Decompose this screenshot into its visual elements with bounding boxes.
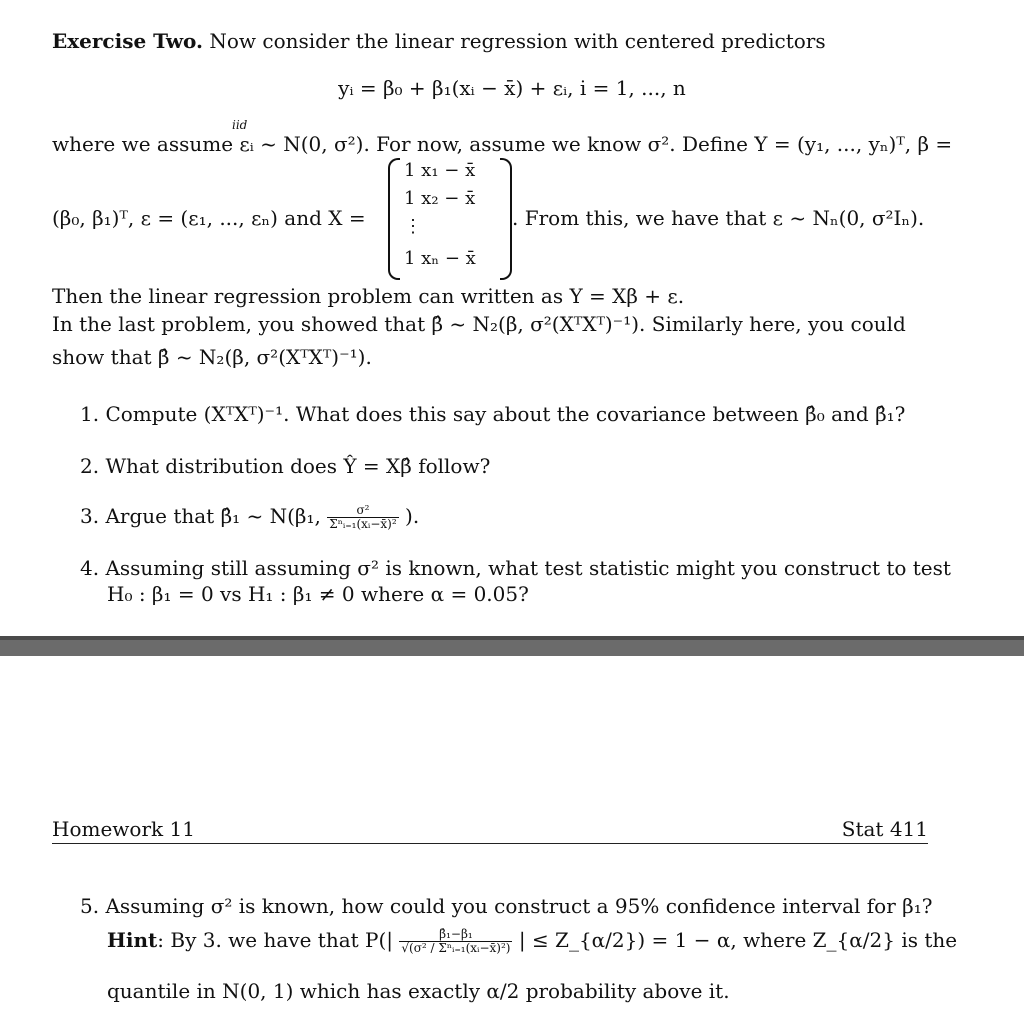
iid-label: iid [232, 118, 248, 132]
item-number: 2. [80, 454, 100, 478]
exercise-intro: Now consider the linear regression with centered predictors [209, 29, 826, 53]
list-item [80, 503, 419, 531]
last-problem-line: In the last problem, you showed that β̂ ~ N₂(β, σ²(XᵀXᵀ)⁻¹). Similarly here, you could [52, 312, 906, 336]
matrix-row-1: 1 x₁ − x̄ [404, 160, 476, 181]
hint-text-a: : By 3. we have that P(| [157, 928, 394, 952]
show-line: show that β̂ ~ N₂(β, σ²(XᵀXᵀ)⁻¹). [52, 345, 372, 369]
item-number: 4. [80, 556, 100, 580]
model-equation: yᵢ = β₀ + β₁(xᵢ − x̄) + εᵢ, i = 1, ..., n [338, 76, 686, 100]
hint-line [107, 927, 957, 955]
item-number: 1. [80, 402, 100, 426]
matrix-right-paren [500, 158, 512, 280]
item-4-line-2: H₀ : β₁ = 0 vs H₁ : β₁ ≠ 0 where α = 0.05? [107, 582, 529, 606]
fraction-numerator: σ² [327, 504, 398, 518]
matrix-row-4: 1 xₙ − x̄ [404, 248, 476, 269]
variance-fraction [327, 504, 398, 531]
design-matrix [388, 158, 512, 276]
matrix-row-2: 1 x₂ − x̄ [404, 188, 476, 209]
item-number: 5. [80, 894, 100, 918]
hint-fraction-denominator: √(σ² / Σⁿᵢ₌₁(xᵢ−x̄)²) [401, 941, 511, 955]
item-text: Compute (XᵀXᵀ)⁻¹. What does this say about the covariance between β̂₀ and β̂₁? [105, 402, 906, 426]
item-5-line-3: quantile in N(0, 1) which has exactly α/2 probability above it. [107, 979, 730, 1003]
exercise-intro-line [52, 28, 826, 54]
page-separator [0, 636, 1024, 656]
item-text: Argue that β̂₁ ~ N(β₁, [105, 504, 321, 528]
running-header [52, 817, 928, 844]
matrix-left-paren [388, 158, 400, 280]
hint-text-b: | ≤ Z_{α/2}) = 1 − α, where Z_{α/2} is the [518, 928, 958, 952]
list-item [80, 893, 932, 919]
item-text: What distribution does Ŷ = Xβ̂ follow? [105, 454, 491, 478]
then-line: Then the linear regression problem can written as Y = Xβ + ε. [52, 284, 685, 308]
assumption-line-2b: . From this, we have that ε ~ Nₙ(0, σ²Iₙ). [512, 206, 925, 230]
list-item [80, 401, 905, 427]
matrix-row-3: ⋮ [404, 216, 422, 237]
item-text-end: ). [405, 504, 420, 528]
hint-fraction-numerator: β̂₁−β₁ [399, 928, 512, 942]
item-text: Assuming still assuming σ² is known, what test statistic might you construct to test [105, 556, 951, 580]
item-number: 3. [80, 504, 100, 528]
exercise-heading: Exercise Two. [52, 29, 204, 53]
list-item [80, 453, 490, 479]
item-text: Assuming σ² is known, how could you construct a 95% confidence interval for β₁? [105, 894, 933, 918]
assumption-text-1: where we assume εᵢ ~ N(0, σ²). For now, assume we know σ². Define Y = (y₁, ..., yₙ)ᵀ, β = [52, 132, 953, 156]
header-right: Stat 411 [841, 817, 928, 841]
assumption-line-2a: (β₀, β₁)ᵀ, ε = (ε₁, ..., εₙ) and X = [52, 206, 366, 230]
assumption-line-1 [52, 131, 952, 157]
hint-fraction [399, 928, 512, 955]
header-left: Homework 11 [52, 817, 195, 841]
hint-label: Hint [107, 928, 158, 952]
list-item [80, 555, 951, 581]
fraction-denominator: Σⁿᵢ₌₁(xᵢ−x̄)² [329, 517, 397, 531]
